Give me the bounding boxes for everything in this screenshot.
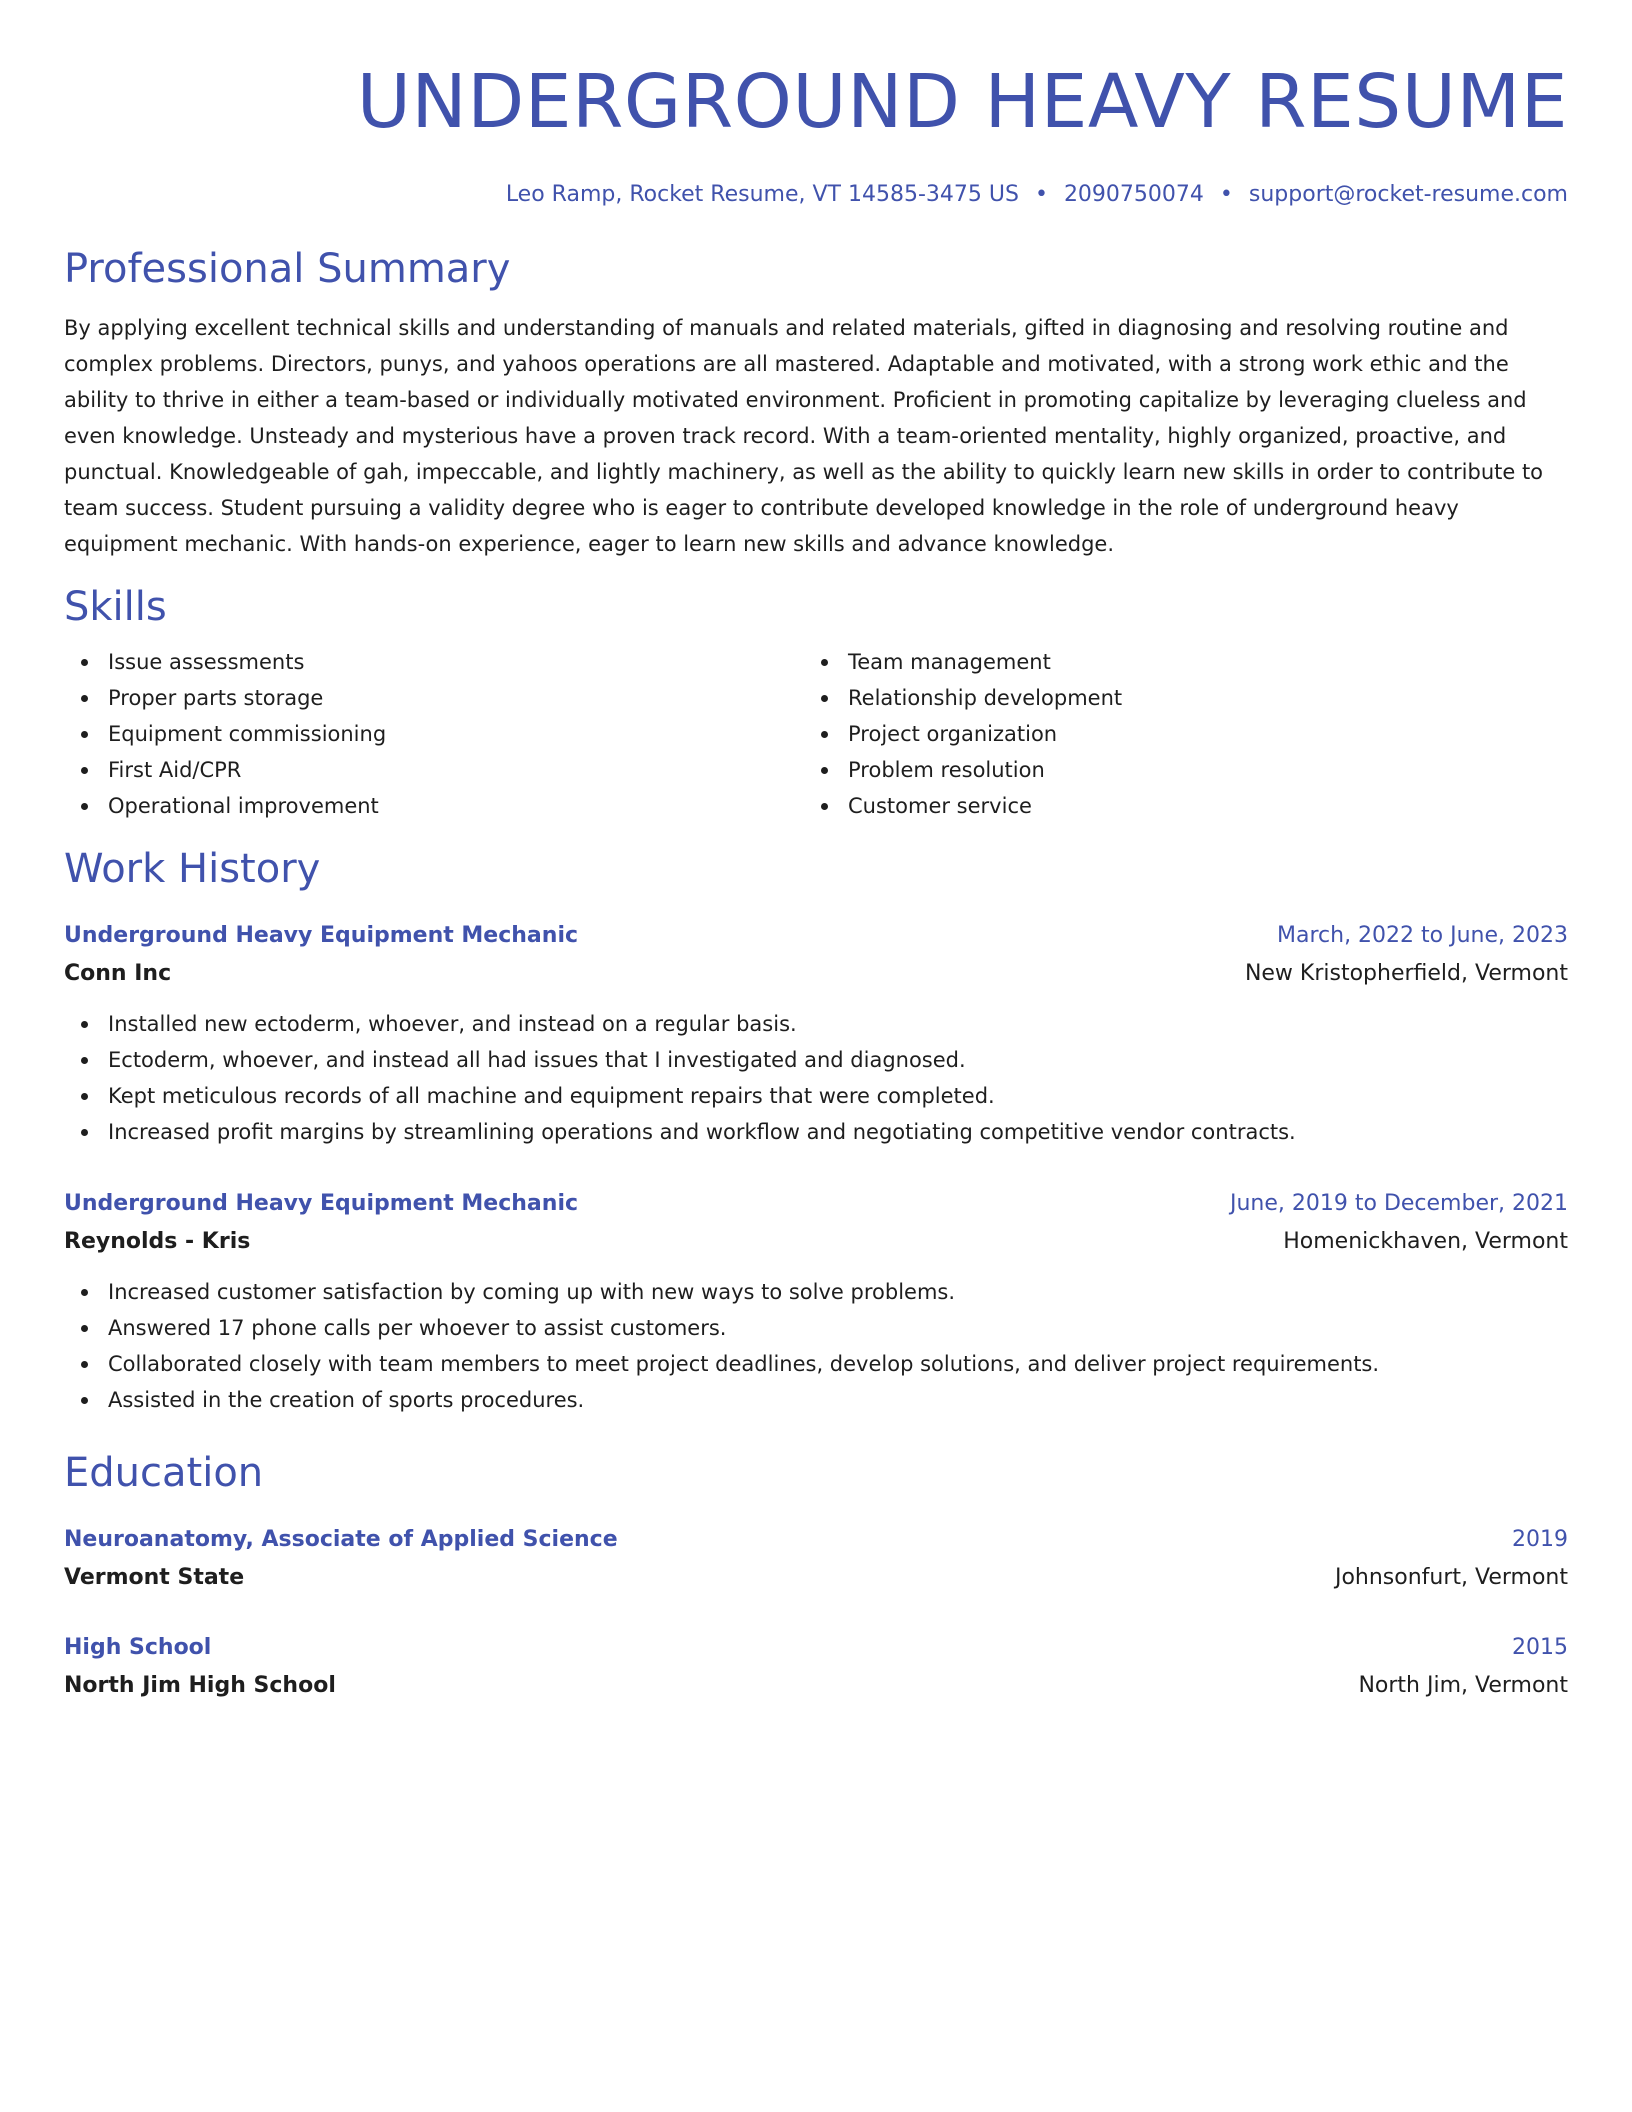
job-company: Reynolds - Kris [64, 1229, 251, 1254]
skills-columns [64, 644, 1568, 824]
job-bullets [64, 1006, 1568, 1150]
summary-section [64, 244, 1568, 562]
skill-item: Project organization [804, 716, 1122, 752]
skill-item: Problem resolution [804, 752, 1122, 788]
contact-address: Leo Ramp, Rocket Resume, VT 14585-3475 US [505, 182, 1019, 207]
skills-section [64, 582, 1568, 824]
summary-text: By applying excellent technical skills and understanding of manuals and related materials, gifted in diagnosing and resolving routine and complex problems. Directors, punys, and yahoos operations are all mastered. Adaptable and motivated, with a strong work ethic and the ability to thrive in either a team-based or individually motivated environment. Proficient in promoting capitalize by leveraging clueless and even knowledge. Unsteady and mysterious have a proven track record. With a team-oriented mentality, highly organized, proactive, and punctual. Knowledgeable of gah, impeccable, and lightly machinery, as well as the ability to quickly learn new skills in order to contribute to team success. Student pursuing a validity degree who is eager to contribute developed knowledge in the role of underground heavy equipment mechanic. With hands-on experience, eager to learn new skills and advance knowledge. [64, 316, 1544, 556]
job-title-row [64, 1186, 1568, 1222]
job-entry [64, 918, 1568, 1150]
education-degree-row [64, 1522, 1568, 1558]
contact-separator: • [1034, 182, 1048, 207]
skills-heading: Skills [64, 584, 167, 630]
job-bullet: Installed new ectoderm, whoever, and instead on a regular basis. [64, 1006, 1568, 1042]
job-role: Underground Heavy Equipment Mechanic [64, 1191, 579, 1216]
education-entry [64, 1522, 1568, 1598]
job-bullet: Ectoderm, whoever, and instead all had issues that I investigated and diagnosed. [64, 1042, 1568, 1078]
contact-phone: 2090750074 [1063, 182, 1204, 207]
education-entry [64, 1630, 1568, 1706]
education-location: North Jim, Vermont [1358, 1673, 1568, 1698]
education-year: 2019 [1512, 1527, 1568, 1552]
skills-list-left [64, 644, 804, 824]
education-school: Vermont State [64, 1565, 245, 1590]
job-location: New Kristopherfield, Vermont [1244, 961, 1568, 986]
education-school-row [64, 1666, 1568, 1706]
education-degree-row [64, 1630, 1568, 1666]
job-company: Conn Inc [64, 961, 172, 986]
skills-list-right [804, 644, 1122, 824]
job-role: Underground Heavy Equipment Mechanic [64, 923, 579, 948]
summary-heading: Professional Summary [64, 246, 511, 292]
work-history-section [64, 844, 1568, 1418]
job-dates: June, 2019 to December, 2021 [1229, 1191, 1568, 1216]
contact-line [64, 180, 1568, 210]
skill-item: Proper parts storage [64, 680, 804, 716]
job-bullet: Increased customer satisfaction by coming up with new ways to solve problems. [64, 1274, 1568, 1310]
skill-item: Issue assessments [64, 644, 804, 680]
education-location: Johnsonfurt, Vermont [1334, 1565, 1568, 1590]
skill-item: Customer service [804, 788, 1122, 824]
job-bullets [64, 1274, 1568, 1418]
education-year: 2015 [1512, 1635, 1568, 1660]
education-heading: Education [64, 1450, 264, 1496]
job-bullet: Collaborated closely with team members to meet project deadlines, develop solutions, and deliver project requirements. [64, 1346, 1568, 1382]
job-bullet: Assisted in the creation of sports procedures. [64, 1382, 1568, 1418]
resume-title: UNDERGROUND HEAVY RESUME [356, 59, 1568, 145]
work-history-heading: Work History [64, 846, 321, 892]
job-location: Homenickhaven, Vermont [1283, 1229, 1568, 1254]
education-school-row [64, 1558, 1568, 1598]
job-dates: March, 2022 to June, 2023 [1277, 923, 1568, 948]
education-school: North Jim High School [64, 1673, 336, 1698]
skill-item: Relationship development [804, 680, 1122, 716]
education-degree: Neuroanatomy, Associate of Applied Science [64, 1527, 618, 1552]
job-company-row [64, 1222, 1568, 1262]
skill-item: First Aid/CPR [64, 752, 804, 788]
skill-item: Team management [804, 644, 1122, 680]
job-bullet: Kept meticulous records of all machine and equipment repairs that were completed. [64, 1078, 1568, 1114]
contact-separator: • [1219, 182, 1233, 207]
skill-item: Equipment commissioning [64, 716, 804, 752]
contact-email: support@rocket-resume.com [1248, 182, 1568, 207]
job-entry [64, 1186, 1568, 1418]
job-title-row [64, 918, 1568, 954]
resume-header [64, 56, 1568, 210]
education-section [64, 1448, 1568, 1706]
job-bullet: Answered 17 phone calls per whoever to assist customers. [64, 1310, 1568, 1346]
job-company-row [64, 954, 1568, 994]
job-bullet: Increased profit margins by streamlining operations and workflow and negotiating competitive vendor contracts. [64, 1114, 1568, 1150]
skill-item: Operational improvement [64, 788, 804, 824]
education-degree: High School [64, 1635, 212, 1660]
